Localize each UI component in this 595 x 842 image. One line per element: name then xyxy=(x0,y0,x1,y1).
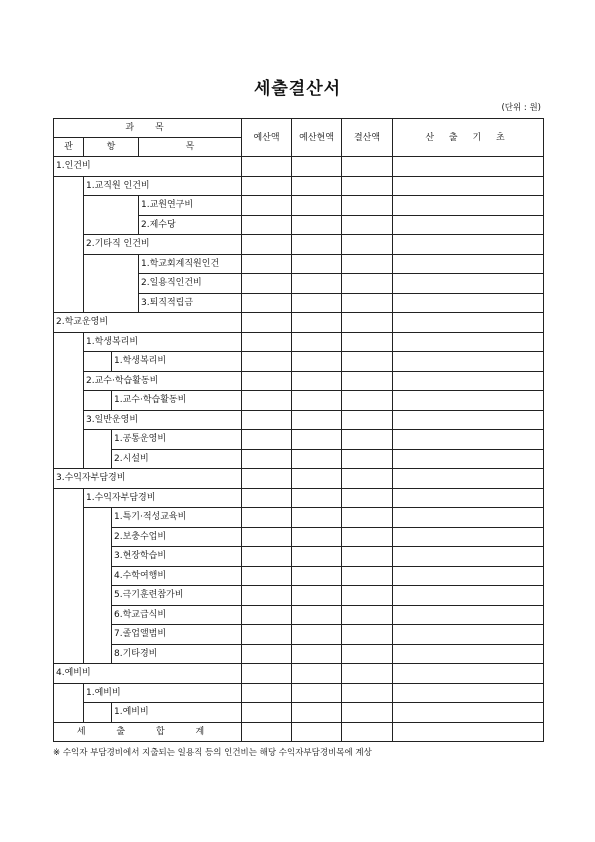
header-settlement: 결산액 xyxy=(342,119,393,157)
table-row xyxy=(54,547,544,567)
footnote: ※ 수익자 부담경비에서 지출되는 일용직 등의 인건비는 해당 수익자부담경비목에 계상 xyxy=(53,748,372,758)
mok-label: 2.제수당 xyxy=(139,215,242,235)
hang-label: 1.교직원 인건비 xyxy=(84,176,242,196)
table-row xyxy=(54,449,544,469)
table-row xyxy=(54,313,544,333)
hang-label: 2.기타직 인건비 xyxy=(84,235,242,255)
mok-label: 5.극기훈련참가비 xyxy=(112,586,242,606)
table-row xyxy=(54,254,544,274)
mok-label: 1.학교회계직원인건 xyxy=(139,254,242,274)
mok-label: 1.특기·적성교육비 xyxy=(112,508,242,528)
gwan-label: 4.예비비 xyxy=(54,664,242,684)
table-row xyxy=(54,157,544,177)
header-basis: 산 출 기 초 xyxy=(393,119,544,157)
mok-label: 4.수학여행비 xyxy=(112,566,242,586)
hang-label: 1.학생복리비 xyxy=(84,332,242,352)
table-row xyxy=(54,352,544,372)
page-title: 세출결산서 xyxy=(253,79,342,99)
mok-label: 6.학교급식비 xyxy=(112,605,242,625)
table-row xyxy=(54,664,544,684)
mok-label: 1.공통운영비 xyxy=(112,430,242,450)
table-row xyxy=(54,430,544,450)
mok-label: 2.일용직인건비 xyxy=(139,274,242,294)
hang-label: 2.교수·학습활동비 xyxy=(84,371,242,391)
table-row xyxy=(54,332,544,352)
total-label: 세 출 합 계 xyxy=(54,722,242,742)
table-row xyxy=(54,488,544,508)
mok-label: 1.예비비 xyxy=(112,703,242,723)
gwan-label: 1.인건비 xyxy=(54,157,242,177)
mok-label: 1.교원연구비 xyxy=(139,196,242,216)
mok-label: 1.교수·학습활동비 xyxy=(112,391,242,411)
table-row xyxy=(54,469,544,489)
header-subject: 과 목 xyxy=(54,119,242,138)
unit-label: (단위 : 원) xyxy=(501,103,541,113)
hang-label: 1.수익자부담경비 xyxy=(84,488,242,508)
total-row xyxy=(54,722,544,742)
table-row xyxy=(54,586,544,606)
table-row xyxy=(54,703,544,723)
table-row xyxy=(54,683,544,703)
mok-label: 2.시설비 xyxy=(112,449,242,469)
expenditure-settlement-table xyxy=(53,118,544,742)
mok-label: 3.퇴직적립금 xyxy=(139,293,242,313)
mok-label: 3.현장학습비 xyxy=(112,547,242,567)
table-row xyxy=(54,605,544,625)
hang-label: 3.일반운영비 xyxy=(84,410,242,430)
table-row xyxy=(54,644,544,664)
table-row xyxy=(54,235,544,255)
table-row xyxy=(54,176,544,196)
mok-label: 2.보충수업비 xyxy=(112,527,242,547)
table-row xyxy=(54,508,544,528)
table-row xyxy=(54,410,544,430)
table-row xyxy=(54,566,544,586)
table-row xyxy=(54,391,544,411)
header-gwan: 관 xyxy=(54,138,84,157)
header-hang: 항 xyxy=(84,138,139,157)
header-mok: 목 xyxy=(139,138,242,157)
table-row xyxy=(54,196,544,216)
mok-label: 7.졸업앨범비 xyxy=(112,625,242,645)
table-row xyxy=(54,371,544,391)
mok-label: 1.학생복리비 xyxy=(112,352,242,372)
header-budget: 예산액 xyxy=(242,119,292,157)
table-row xyxy=(54,625,544,645)
table-row xyxy=(54,527,544,547)
header-budget-current: 예산현액 xyxy=(292,119,342,157)
hang-label: 1.예비비 xyxy=(84,683,242,703)
mok-label: 8.기타경비 xyxy=(112,644,242,664)
gwan-label: 3.수익자부담경비 xyxy=(54,469,242,489)
gwan-label: 2.학교운영비 xyxy=(54,313,242,333)
